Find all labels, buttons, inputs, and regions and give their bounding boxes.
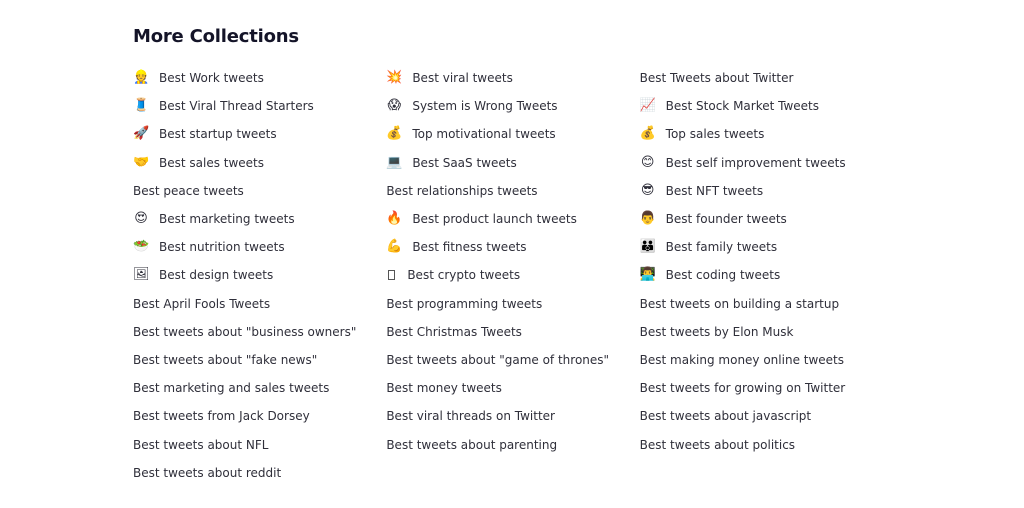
collection-emoji-icon: 💰	[639, 126, 656, 142]
collection-column-2	[386, 64, 639, 487]
collection-link[interactable]	[640, 233, 893, 261]
collection-link-label: Top motivational tweets	[412, 127, 556, 142]
collection-link[interactable]	[133, 261, 386, 289]
collection-link[interactable]	[640, 402, 893, 430]
collection-emoji-icon: 📈	[639, 98, 656, 114]
collection-link[interactable]	[640, 290, 893, 318]
collection-column-1	[133, 64, 386, 487]
collection-link[interactable]	[133, 120, 386, 148]
collection-link[interactable]	[386, 402, 639, 430]
collection-link[interactable]	[386, 64, 639, 92]
collection-link[interactable]	[133, 149, 386, 177]
collection-link-label: Best tweets for growing on Twitter	[639, 381, 846, 396]
collection-link-label: Best Tweets about Twitter	[639, 71, 794, 86]
collection-link-label: Best tweets about "business owners"	[133, 324, 357, 339]
collection-link[interactable]	[133, 290, 386, 318]
collection-emoji-icon: 🤝	[133, 154, 150, 170]
collection-link[interactable]	[640, 149, 893, 177]
collection-link[interactable]	[386, 205, 639, 233]
collection-link-label: Best programming tweets	[386, 296, 543, 311]
collection-emoji-icon: 🥗	[133, 239, 150, 255]
collection-emoji-icon: 👷	[133, 70, 150, 86]
collection-link-label: Best money tweets	[386, 381, 502, 396]
collection-emoji-icon: 😱	[387, 98, 402, 114]
collection-link[interactable]	[133, 233, 386, 261]
collection-link-label: Best tweets about "fake news"	[133, 352, 318, 367]
collection-link[interactable]	[133, 430, 386, 458]
collection-link-label: Best NFT tweets	[665, 183, 764, 198]
collection-link-label: Best tweets about "game of thrones"	[386, 352, 610, 367]
collection-link[interactable]	[386, 346, 639, 374]
collection-link[interactable]	[133, 177, 386, 205]
collection-emoji-icon: 👨‍💻	[639, 267, 656, 283]
collection-link-label: Best Viral Thread Starters	[159, 99, 314, 114]
collection-link-label: Best tweets about javascript	[639, 409, 812, 424]
collection-link[interactable]	[133, 205, 386, 233]
collection-emoji-icon: 🔥	[386, 211, 403, 227]
collection-emoji-icon: 🧵	[133, 98, 150, 114]
collection-link[interactable]	[386, 318, 639, 346]
collection-link-label: Best tweets about parenting	[386, 437, 558, 452]
collection-emoji-icon: 👪	[639, 239, 656, 255]
collection-link[interactable]	[386, 374, 639, 402]
collection-link-label: Best relationships tweets	[386, 183, 538, 198]
collection-link-label: Best self improvement tweets	[665, 155, 846, 170]
collection-link[interactable]	[386, 233, 639, 261]
collection-link-label: System is Wrong Tweets	[412, 99, 558, 114]
collection-emoji-icon: 👨	[639, 211, 656, 227]
collection-link[interactable]	[133, 64, 386, 92]
collection-link[interactable]	[640, 92, 893, 120]
collection-link-label: Best SaaS tweets	[412, 155, 517, 170]
collection-emoji-icon: 🚀	[133, 126, 150, 142]
collection-link[interactable]	[640, 430, 893, 458]
collection-emoji-icon: 🖼	[133, 267, 150, 283]
collection-emoji-icon: 💪	[386, 239, 403, 255]
collection-link-label: Best coding tweets	[665, 268, 781, 283]
collection-link-label: Best startup tweets	[159, 127, 277, 142]
collection-link[interactable]	[133, 374, 386, 402]
collection-link-label: Best tweets about NFL	[133, 437, 269, 452]
section-title: More Collections	[133, 26, 299, 47]
collection-link[interactable]	[133, 318, 386, 346]
collection-link[interactable]	[386, 92, 639, 120]
collection-link[interactable]	[386, 261, 639, 289]
collection-link[interactable]	[640, 318, 893, 346]
collection-link-label: Best viral threads on Twitter	[386, 409, 555, 424]
collection-link-label: Best marketing and sales tweets	[133, 381, 330, 396]
collection-emoji-icon: 💻	[386, 154, 403, 170]
collection-link-label: Best tweets on building a startup	[639, 296, 840, 311]
collection-link-label: Best fitness tweets	[412, 240, 527, 255]
collection-link-label: Best family tweets	[665, 240, 778, 255]
collection-emoji-icon: 💰	[386, 126, 403, 142]
collection-link[interactable]	[386, 120, 639, 148]
collection-link[interactable]	[640, 374, 893, 402]
collection-link[interactable]	[133, 346, 386, 374]
collection-link-label: Best Stock Market Tweets	[665, 99, 820, 114]
collection-link-label: Best tweets about reddit	[133, 465, 282, 480]
collection-link[interactable]	[640, 205, 893, 233]
collection-link-label: Best sales tweets	[159, 155, 265, 170]
collection-link-label: Best crypto tweets	[407, 268, 521, 283]
collection-link[interactable]	[386, 290, 639, 318]
collection-link-label: Best making money online tweets	[639, 352, 845, 367]
collections-grid	[133, 64, 893, 487]
more-collections-section	[133, 26, 893, 487]
collection-link-label: Best Work tweets	[159, 71, 264, 86]
collection-emoji-icon: 😊	[640, 154, 655, 170]
collection-link-label: Best design tweets	[159, 268, 274, 283]
collection-link-label: Best product launch tweets	[412, 212, 577, 227]
collection-link[interactable]	[386, 177, 639, 205]
collection-link[interactable]	[133, 402, 386, 430]
collection-link[interactable]	[133, 92, 386, 120]
collection-link-label: Best viral tweets	[412, 71, 513, 86]
collection-emoji-icon: 💥	[386, 70, 403, 86]
collection-link[interactable]	[386, 149, 639, 177]
collection-link-label: Best tweets about politics	[639, 437, 796, 452]
collection-link-label: Best peace tweets	[133, 183, 244, 198]
collection-link[interactable]	[640, 346, 893, 374]
collection-link[interactable]	[640, 64, 893, 92]
collection-link[interactable]	[640, 120, 893, 148]
collection-emoji-icon: 😍	[134, 211, 148, 227]
collection-column-3	[640, 64, 893, 487]
collection-link[interactable]	[640, 177, 893, 205]
collection-link-label: Best nutrition tweets	[159, 240, 285, 255]
collection-link-label: Best April Fools Tweets	[133, 296, 271, 311]
collection-link-label: Top sales tweets	[665, 127, 765, 142]
collection-link-label: Best marketing tweets	[159, 212, 295, 227]
collection-link[interactable]	[386, 430, 639, 458]
collection-emoji-icon	[388, 270, 395, 280]
collection-emoji-icon: 😎	[640, 182, 655, 198]
collection-link[interactable]	[133, 459, 386, 487]
collection-link[interactable]	[640, 261, 893, 289]
collection-link-label: Best tweets by Elon Musk	[639, 324, 794, 339]
collection-link-label: Best Christmas Tweets	[386, 324, 522, 339]
collection-link-label: Best founder tweets	[665, 212, 787, 227]
collection-link-label: Best tweets from Jack Dorsey	[133, 409, 310, 424]
